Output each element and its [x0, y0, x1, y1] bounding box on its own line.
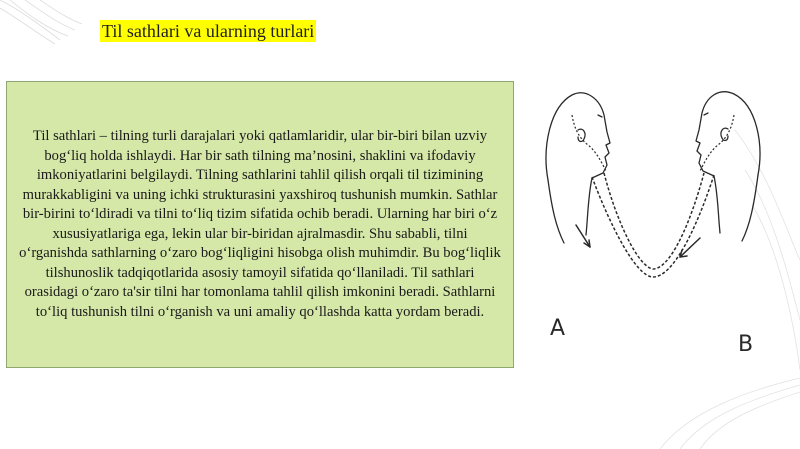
- speech-chain-drawing: [528, 85, 780, 360]
- slide-title: Til sathlari va ularning turlari: [102, 21, 315, 41]
- figure-label-b: B: [738, 332, 754, 357]
- arrows: [576, 225, 700, 257]
- body-textbox: [6, 81, 514, 368]
- head-b-figure: [696, 92, 760, 241]
- head-a-figure: [546, 93, 610, 243]
- body-text: Til sathlari – tilning turli darajalari yoki qatlamlaridir, ular bir-biri bilan uzviy bog‘liq holda ishlaydi. Har bir sath tilning ma’nosini, shaklini va ifodaviy imkoniyatlarini belgilaydi. Tilning sathlarini tahlil qilish orqali til tizimining murakkabligini va uning ichki strukturasini yaxshiroq tushunish mumkin. Sathlar bir-birini to‘ldiradi va tilni to‘liq tizim sifatida ochib beradi. Ularning har biri o‘z xususiyatlariga ega, lekin ular bir-biridan ajralmasdir. Shu sababli, tilni o‘rganishda sathlarning o‘zaro bog‘liqligini hisobga olish muhimdir. Bu bog‘liqlik tilshunoslik tadqiqotlarida asosiy tamoyil sifatida qo‘llaniladi. Til sathlari orasidagi o‘zaro ta'sir tilni har tomonlama tahlil qilish imkonini beradi. Sathlarni to‘liq tushunish tilni o‘rganish va uni amaliy qo‘llashda katta yordam beradi.: [19, 128, 501, 320]
- sound-chain: [592, 173, 714, 277]
- figure-label-a: A: [550, 316, 566, 341]
